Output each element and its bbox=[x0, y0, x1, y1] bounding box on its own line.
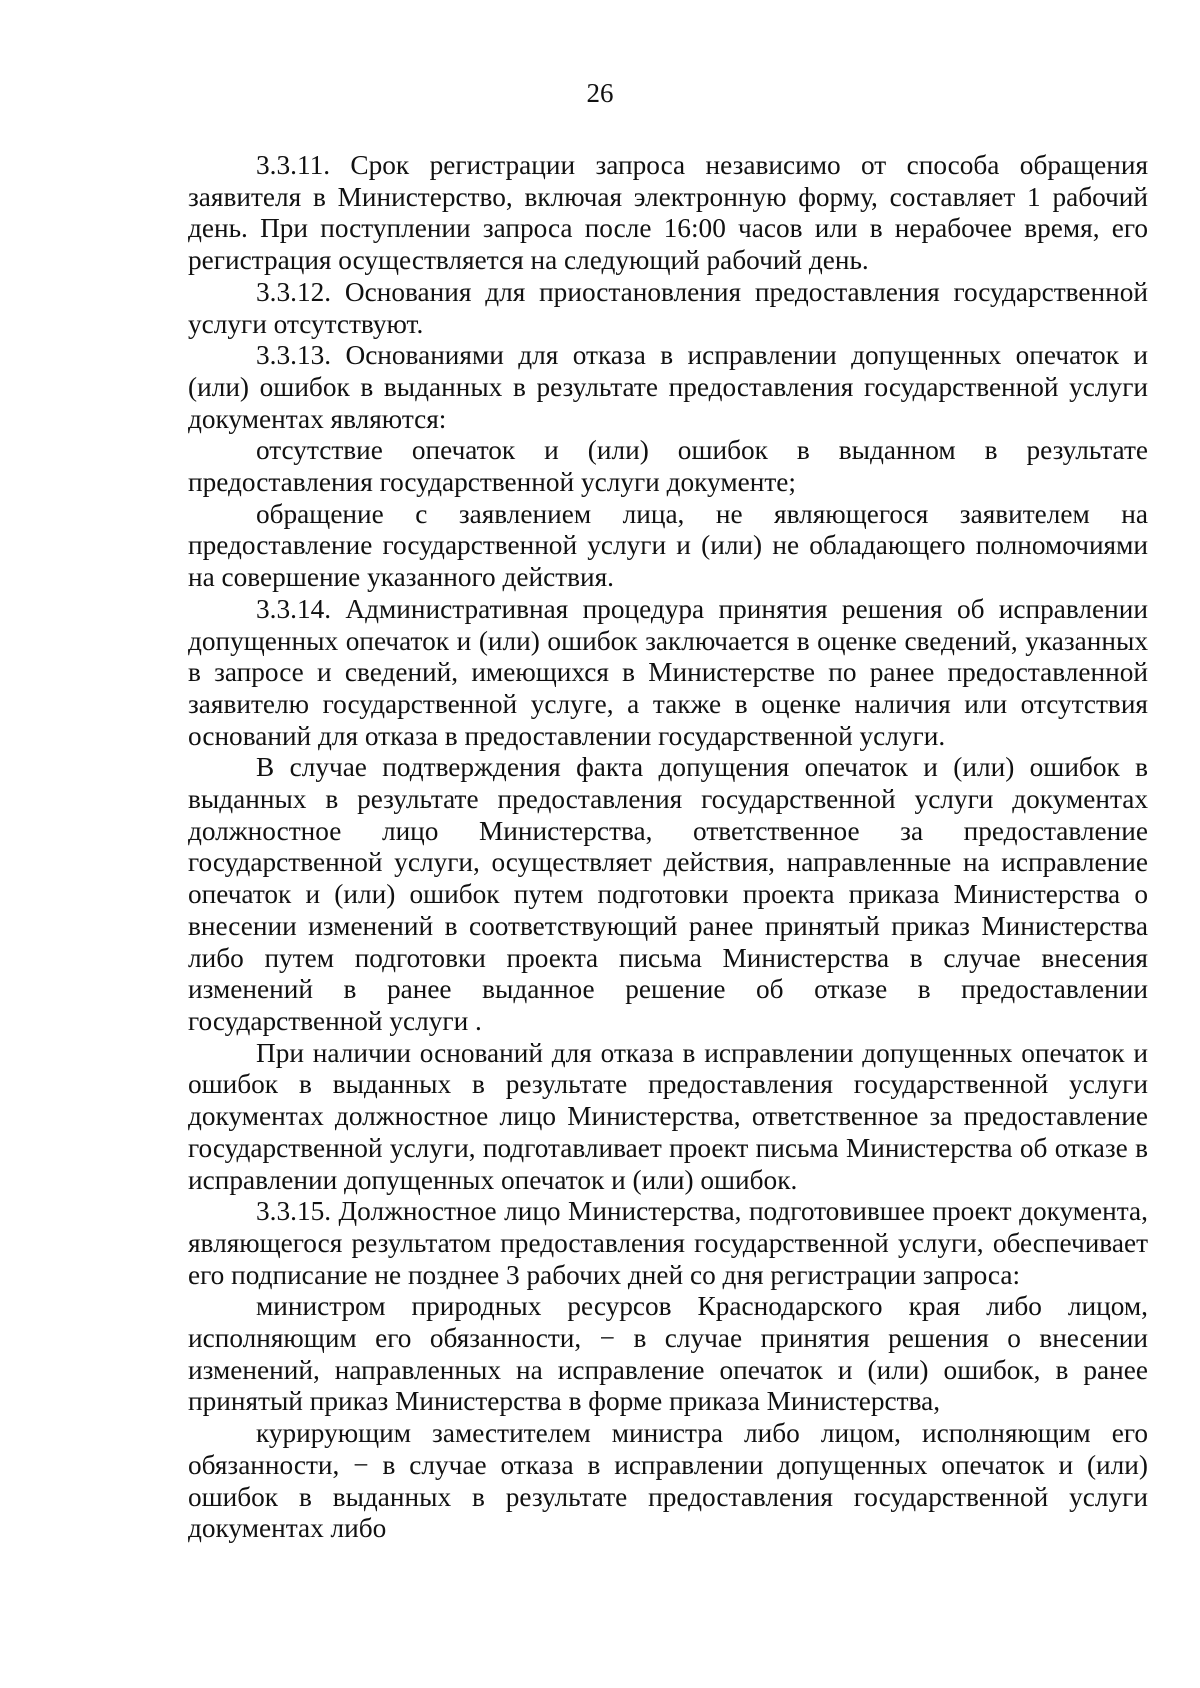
paragraph-3-3-14: 3.3.14. Административная процедура принятия решения об исправлении допущенных опечаток и (или) ошибок заключается в оценке сведений, указанных в запросе и сведений, имеющихся в Министерстве по ранее предоставленной заявителю государственной услуге, а также в оценке наличия или отсутствия оснований для отказа в предоставлении государственной услуги. bbox=[188, 593, 1148, 751]
paragraph-3-3-12: 3.3.12. Основания для приостановления предоставления государственной услуги отсутствуют. bbox=[188, 276, 1148, 339]
document-body bbox=[188, 150, 1148, 1545]
paragraph-refusal-ground-2: обращение с заявлением лица, не являющегося заявителем на предоставление государственной услуги и (или) не обладающего полномочиями на совершение указанного действия. bbox=[188, 498, 1148, 593]
page-number: 26 bbox=[586, 78, 614, 108]
paragraph-3-3-11: 3.3.11. Срок регистрации запроса независимо от способа обращения заявителя в Министерство, включая электронную форму, составляет 1 рабочий день. При поступлении запроса после 16:00 часов или в нерабочее время, его регистрация осуществляется на следующий рабочий день. bbox=[188, 150, 1148, 276]
paragraph-signatory-deputy: курирующим заместителем министра либо лицом, исполняющим его обязанности, − в случае отказа в исправлении допущенных опечаток и (или) ошибок в выданных в результате предоставления государственной услуги документах либо bbox=[188, 1418, 1148, 1544]
paragraph-confirmation-case: В случае подтверждения факта допущения опечаток и (или) ошибок в выданных в результате предоставления государственной услуги документах должностное лицо Министерства, ответственное за предоставление государственной услуги, осуществляет действия, направленные на исправление опечаток и (или) ошибок путем подготовки проекта приказа Министерства о внесении изменений в соответствующий ранее принятый приказ Министерства либо путем подготовки проекта письма Министерства в случае внесения изменений в ранее выданное решение об отказе в предоставлении государственной услуги . bbox=[188, 752, 1148, 1036]
paragraph-signatory-minister: министром природных ресурсов Краснодарского края либо лицом, исполняющим его обязанности, − в случае принятия решения о внесении изменений, направленных на исправление опечаток и (или) ошибок, в ранее принятый приказ Министерства в форме приказа Министерства, bbox=[188, 1291, 1148, 1417]
paragraph-refusal-ground-1: отсутствие опечаток и (или) ошибок в выданном в результате предоставления государственной услуги документе; bbox=[188, 435, 1148, 498]
paragraph-3-3-15: 3.3.15. Должностное лицо Министерства, подготовившее проект документа, являющегося результатом предоставления государственной услуги, обеспечивает его подписание не позднее 3 рабочих дней со дня регистрации запроса: bbox=[188, 1196, 1148, 1290]
paragraph-3-3-13: 3.3.13. Основаниями для отказа в исправлении допущенных опечаток и (или) ошибок в выданных в результате предоставления государственной услуги документах являются: bbox=[188, 340, 1148, 434]
paragraph-refusal-case: При наличии оснований для отказа в исправлении допущенных опечаток и ошибок в выданных в результате предоставления государственной услуги документах должностное лицо Министерства, ответственное за предоставление государственной услуги, подготавливает проект письма Министерства об отказе в исправлении допущенных опечаток и (или) ошибок. bbox=[188, 1037, 1148, 1195]
